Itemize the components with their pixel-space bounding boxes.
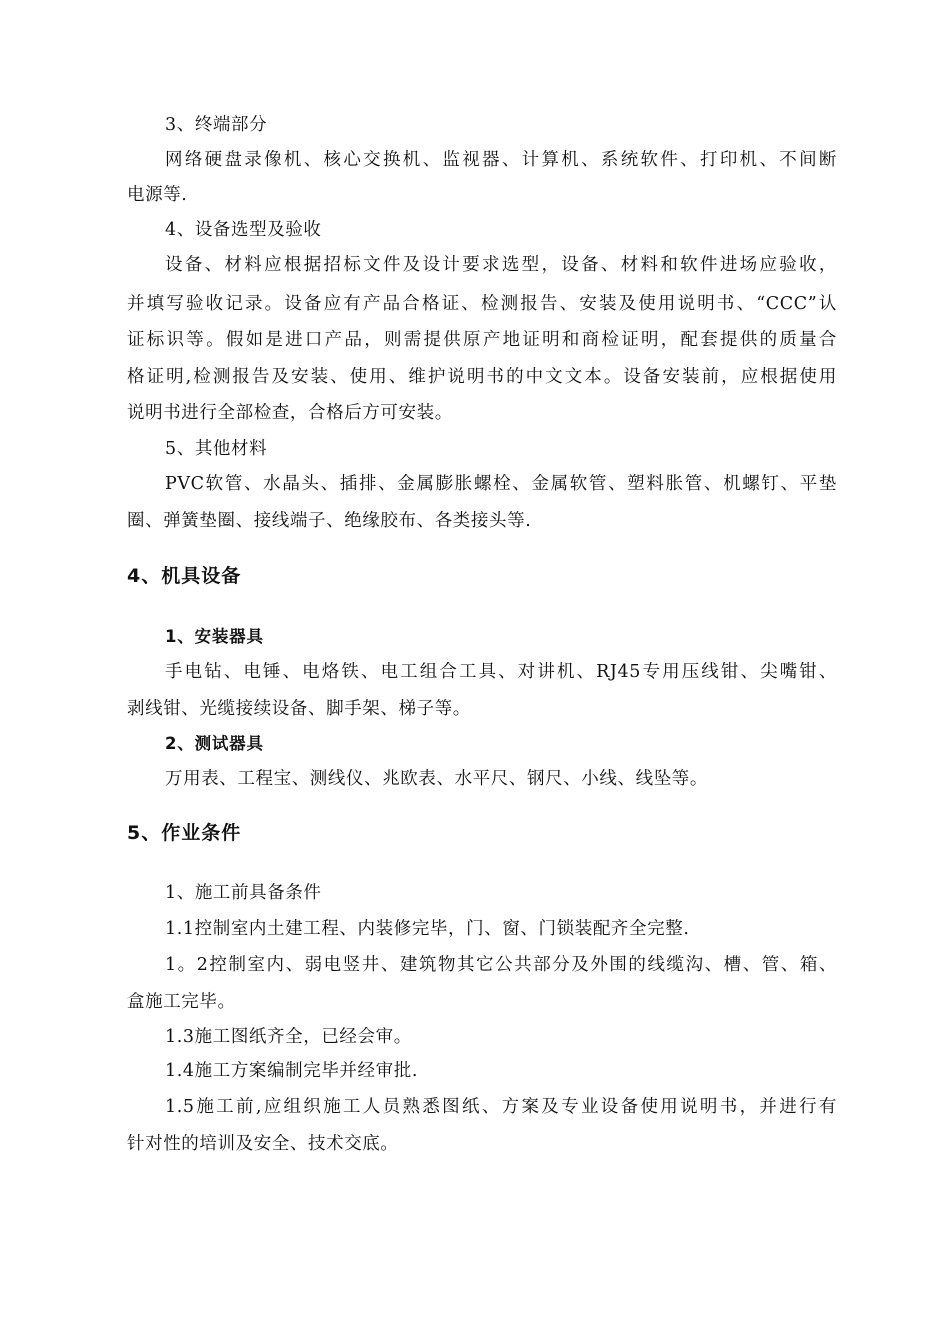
terminal-body-line: 电源等. — [127, 185, 188, 205]
selection-body-line: 并填写验收记录。设备应有产品合格证、检测报告、安装及使用说明书、“CCC”认 — [127, 294, 837, 314]
condition-item: 1.1控制室内土建工程、内装修完毕，门、窗、门锁装配齐全完整. — [165, 919, 690, 939]
other-materials-body-line: 圈、弹簧垫圈、接线端子、绝缘胶布、各类接头等. — [127, 511, 532, 531]
test-tools-heading: 2、测试器具 — [165, 734, 264, 753]
selection-body-line: 设备、材料应根据招标文件及设计要求选型，设备、材料和软件进场应验收， — [165, 255, 837, 275]
condition-item-continuation: 盒施工完毕。 — [127, 992, 236, 1012]
selection-body-line: 证标识等。假如是进口产品，则需提供原产地证明和商检证明，配套提供的质量合 — [127, 330, 837, 350]
condition-item: 1。2控制室内、弱电竖井、建筑物其它公共部分及外围的线缆沟、槽、管、箱、 — [165, 955, 837, 975]
install-tools-body-line: 剥线钳、光缆接续设备、脚手架、梯子等。 — [127, 699, 471, 719]
preconditions-heading: 1、施工前具备条件 — [165, 883, 322, 903]
selection-body-line: 格证明,检测报告及安装、使用、维护说明书的中文文本。设备安装前，应根据使用 — [127, 367, 837, 387]
selection-body-line: 说明书进行全部检查，合格后方可安装。 — [127, 403, 453, 423]
section-title-work-conditions: 5、作业条件 — [127, 822, 242, 844]
condition-item: 1.3施工图纸齐全，已经会审。 — [165, 1027, 412, 1047]
condition-item: 1.4施工方案编制完毕并经审批. — [165, 1061, 418, 1081]
condition-item: 1.5施工前,应组织施工人员熟悉图纸、方案及专业设备使用说明书，并进行有 — [165, 1097, 837, 1117]
terminal-heading: 3、终端部分 — [165, 115, 268, 135]
install-tools-body-line: 手电钻、电锤、电烙铁、电工组合工具、对讲机、RJ45专用压线钳、尖嘴钳、 — [165, 662, 837, 682]
condition-item-continuation: 针对性的培训及安全、技术交底。 — [127, 1134, 399, 1154]
terminal-body-line: 网络硬盘录像机、核心交换机、监视器、计算机、系统软件、打印机、不间断 — [165, 150, 837, 170]
other-materials-heading: 5、其他材料 — [165, 439, 268, 459]
selection-heading: 4、设备选型及验收 — [165, 220, 322, 240]
other-materials-body-line: PVC软管、水晶头、插排、金属膨胀螺栓、金属软管、塑料胀管、机螺钉、平垫 — [165, 474, 837, 494]
install-tools-heading: 1、安装器具 — [165, 627, 264, 646]
test-tools-body-line: 万用表、工程宝、测线仪、兆欧表、水平尺、钢尺、小线、线坠等。 — [165, 769, 708, 789]
section-title-equipment: 4、机具设备 — [127, 565, 242, 587]
